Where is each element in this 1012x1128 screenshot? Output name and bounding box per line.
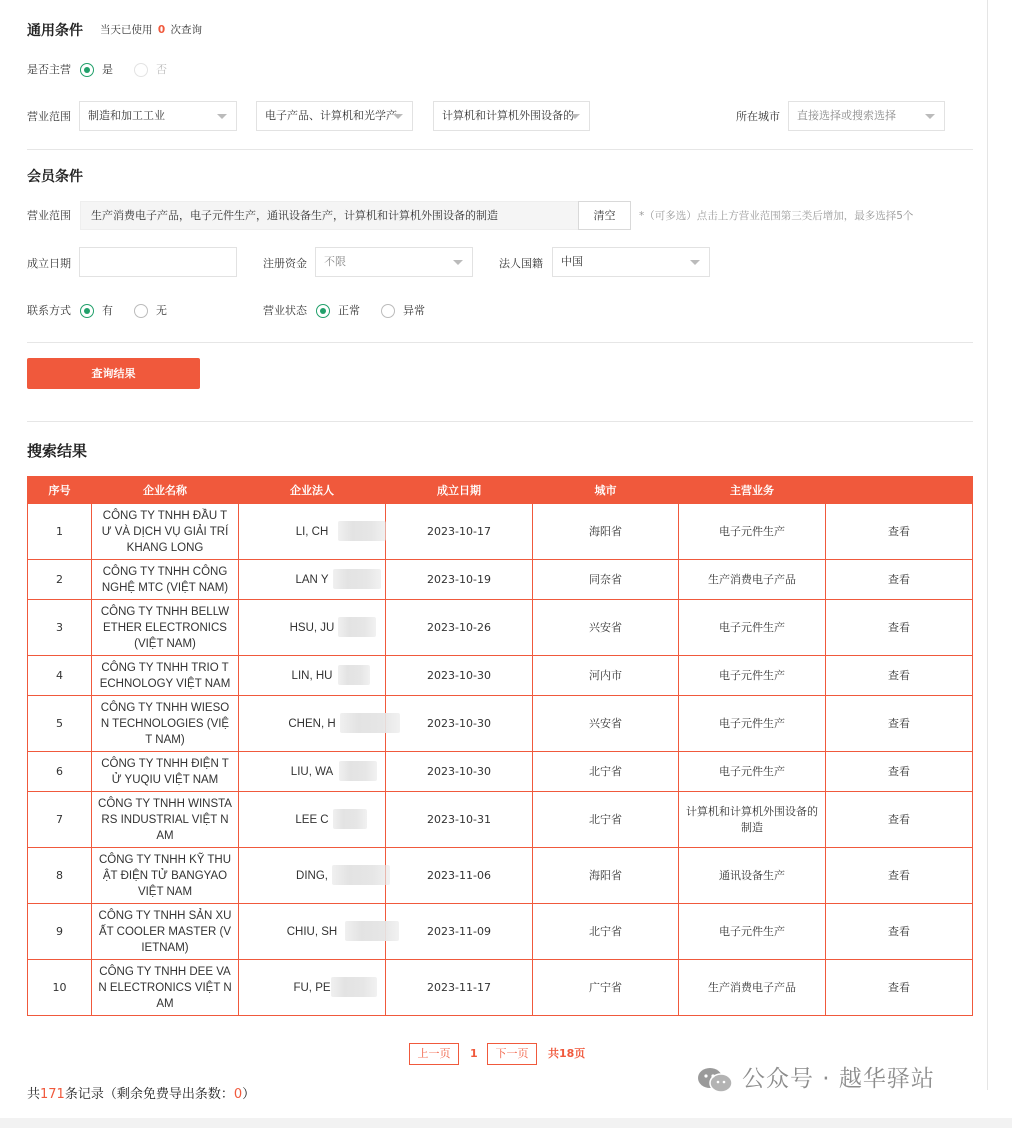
cell-city: 北宁省 [533, 792, 679, 848]
legal-rep: DING, [296, 869, 328, 882]
chevron-down-icon [690, 260, 700, 265]
member-scope-label: 营业范围 [27, 209, 71, 222]
status-normal-label: 正常 [338, 304, 360, 317]
col-header-company: 企业名称 [92, 477, 239, 504]
redaction-blur [332, 865, 390, 885]
cell-legal-rep [239, 600, 386, 656]
city-select[interactable] [788, 101, 945, 131]
member-conditions-title: 会员条件 [27, 169, 83, 185]
wechat-icon [696, 1066, 734, 1094]
cell-legal-rep [239, 504, 386, 560]
cell-legal-rep [239, 656, 386, 696]
cell-company [92, 960, 239, 1016]
cell-no: 2 [28, 560, 92, 600]
cell-action [826, 792, 973, 848]
cell-city: 海阳省 [533, 848, 679, 904]
table-row [28, 848, 973, 904]
cell-company [92, 656, 239, 696]
current-page[interactable]: 1 [470, 1047, 478, 1060]
cell-legal-rep [239, 752, 386, 792]
company-name: CÔNG TY TNHH ĐẦU TƯ VÀ DỊCH VỤ GIẢI TRÍ KHANG LONG [101, 509, 229, 554]
cell-legal-rep [239, 792, 386, 848]
redaction-blur [340, 713, 400, 733]
company-name: CÔNG TY TNHH SẢN XUẤT COOLER MASTER (VIETNAM) [98, 909, 232, 954]
cell-city: 广宁省 [533, 960, 679, 1016]
table-row [28, 696, 973, 752]
nationality-value: 中国 [561, 255, 583, 268]
table-row [28, 656, 973, 696]
view-link[interactable]: 查看 [888, 812, 910, 826]
cell-action [826, 656, 973, 696]
nationality-select[interactable] [552, 247, 710, 277]
cell-founded: 2023-11-06 [386, 848, 533, 904]
scope-level1-select[interactable] [79, 101, 237, 131]
cell-action [826, 560, 973, 600]
table-row [28, 504, 973, 560]
remaining-exports: 0 [233, 1087, 243, 1102]
cell-company [92, 560, 239, 600]
col-header-city: 城市 [533, 477, 679, 504]
cell-no: 8 [28, 848, 92, 904]
scope-level1-value: 制造和加工工业 [88, 109, 165, 122]
table-row [28, 960, 973, 1016]
usage-count: 0 [157, 24, 166, 36]
cell-business: 电子元件生产 [679, 600, 826, 656]
bottom-band [0, 1118, 1012, 1128]
table-row [28, 792, 973, 848]
founded-date-input[interactable] [79, 247, 237, 277]
view-link[interactable]: 查看 [888, 868, 910, 882]
cell-business: 通讯设备生产 [679, 848, 826, 904]
city-label: 所在城市 [736, 110, 780, 123]
company-name: CÔNG TY TNHH TRIO TECHNOLOGY VIỆT NAM [99, 661, 231, 690]
col-header-action [826, 477, 973, 504]
divider [27, 421, 973, 422]
company-name: CÔNG TY TNHH KỸ THUẬT ĐIỆN TỬ BANGYAO VIỆT NAM [98, 853, 232, 898]
query-button[interactable]: 查询结果 [27, 358, 200, 389]
redaction-blur [333, 809, 367, 829]
view-link[interactable]: 查看 [888, 716, 910, 730]
scope-level3-value: 计算机和计算机外围设备的 [442, 109, 574, 122]
company-name: CÔNG TY TNHH ĐIỆN TỬ YUQIU VIỆT NAM [101, 757, 229, 786]
chevron-down-icon [217, 114, 227, 119]
chevron-down-icon [925, 114, 935, 119]
status-normal-radio[interactable] [316, 304, 330, 318]
cell-action [826, 696, 973, 752]
cell-legal-rep [239, 696, 386, 752]
cell-founded: 2023-11-09 [386, 904, 533, 960]
cell-founded: 2023-11-17 [386, 960, 533, 1016]
view-link[interactable]: 查看 [888, 924, 910, 938]
redaction-blur [338, 617, 376, 637]
cell-legal-rep [239, 848, 386, 904]
cell-business: 电子元件生产 [679, 752, 826, 792]
redaction-blur [333, 569, 381, 589]
chevron-down-icon [570, 114, 580, 119]
cell-founded: 2023-10-30 [386, 752, 533, 792]
cell-city: 河内市 [533, 656, 679, 696]
cell-legal-rep [239, 904, 386, 960]
general-conditions-title: 通用条件 [27, 23, 83, 39]
city-placeholder: 直接选择或搜索选择 [797, 109, 896, 122]
summary-prefix: 共 [27, 1087, 41, 1102]
nationality-label: 法人国籍 [499, 257, 543, 270]
cell-business: 电子元件生产 [679, 656, 826, 696]
cell-company [92, 600, 239, 656]
legal-rep: FU, PE [293, 981, 331, 994]
company-name: CÔNG TY TNHH WINSTARS INDUSTRIAL VIỆT NAM [98, 797, 232, 842]
cell-business: 电子元件生产 [679, 504, 826, 560]
cell-action [826, 960, 973, 1016]
usage-suffix: 次查询 [170, 24, 202, 36]
contact-label: 联系方式 [27, 304, 71, 317]
divider [27, 149, 973, 150]
right-border [987, 0, 988, 1090]
table-row [28, 600, 973, 656]
divider [27, 342, 973, 343]
scope-level2-value: 电子产品、计算机和光学产 [265, 109, 397, 122]
cell-business: 电子元件生产 [679, 696, 826, 752]
cell-city: 兴安省 [533, 600, 679, 656]
view-link[interactable]: 查看 [888, 980, 910, 994]
scope-level2-select[interactable] [256, 101, 413, 131]
cell-no: 10 [28, 960, 92, 1016]
cell-no: 7 [28, 792, 92, 848]
capital-select[interactable] [315, 247, 473, 277]
company-name: CÔNG TY TNHH WIESON TECHNOLOGIES (VIỆT NAM) [100, 701, 230, 746]
capital-label: 注册资金 [263, 257, 307, 270]
cell-city: 北宁省 [533, 904, 679, 960]
contact-no-label: 无 [156, 304, 167, 317]
record-count: 171 [40, 1087, 65, 1102]
cell-company [92, 696, 239, 752]
view-link[interactable]: 查看 [888, 764, 910, 778]
cell-business: 电子元件生产 [679, 904, 826, 960]
clear-button[interactable]: 清空 [578, 201, 631, 230]
contact-yes-radio[interactable] [80, 304, 94, 318]
scope-level3-select[interactable] [433, 101, 590, 131]
cell-founded: 2023-10-30 [386, 696, 533, 752]
legal-rep: LAN Y [295, 573, 329, 586]
cell-no: 6 [28, 752, 92, 792]
cell-action [826, 848, 973, 904]
cell-founded: 2023-10-26 [386, 600, 533, 656]
legal-rep: CHEN, H [288, 717, 336, 730]
redaction-blur [345, 921, 399, 941]
table-row [28, 560, 973, 600]
redaction-blur [331, 977, 377, 997]
next-page-button[interactable]: 下一页 [487, 1043, 537, 1065]
cell-city: 北宁省 [533, 752, 679, 792]
legal-rep: LIN, HU [291, 669, 333, 682]
usage-info [100, 22, 202, 38]
table-row [28, 752, 973, 792]
view-link[interactable]: 查看 [888, 572, 910, 586]
founded-date-label: 成立日期 [27, 257, 71, 270]
cell-founded: 2023-10-31 [386, 792, 533, 848]
cell-company [92, 504, 239, 560]
company-name: CÔNG TY TNHH BELLWETHER ELECTRONICS (VIỆT NAM) [100, 605, 230, 650]
cell-no: 5 [28, 696, 92, 752]
results-title: 搜索结果 [27, 442, 88, 460]
cell-company [92, 792, 239, 848]
cell-no: 3 [28, 600, 92, 656]
view-link[interactable]: 查看 [888, 524, 910, 538]
legal-rep: CHIU, SH [286, 925, 338, 938]
results-table [27, 476, 973, 1016]
chevron-down-icon [393, 114, 403, 119]
cell-city: 兴安省 [533, 696, 679, 752]
col-header-legal-rep: 企业法人 [239, 477, 386, 504]
contact-yes-label: 有 [102, 304, 113, 317]
status-abnormal-label: 异常 [403, 304, 425, 317]
total-pages: 共18页 [548, 1047, 586, 1060]
scope-hint: *（可多选）点击上方营业范围第三类后增加，最多选择5个 [639, 210, 914, 222]
cell-founded: 2023-10-17 [386, 504, 533, 560]
col-header-business: 主营业务 [679, 477, 826, 504]
cell-legal-rep [239, 960, 386, 1016]
cell-action [826, 504, 973, 560]
cell-founded: 2023-10-30 [386, 656, 533, 696]
redaction-blur [338, 665, 370, 685]
table-header-row [28, 477, 973, 504]
cell-action [826, 904, 973, 960]
cell-business: 计算机和计算机外围设备的制造 [679, 792, 826, 848]
col-header-no: 序号 [28, 477, 92, 504]
company-name: CÔNG TY TNHH CÔNG NGHỆ MTC (VIỆT NAM) [101, 565, 229, 594]
summary-middle: 条记录（剩余免费导出条数： [64, 1087, 234, 1102]
cell-company [92, 848, 239, 904]
status-abnormal-radio[interactable] [381, 304, 395, 318]
view-link[interactable]: 查看 [888, 620, 910, 634]
cell-business: 生产消费电子产品 [679, 960, 826, 1016]
main-business-yes-label: 是 [102, 63, 113, 76]
contact-no-radio[interactable] [134, 304, 148, 318]
cell-founded: 2023-10-19 [386, 560, 533, 600]
cell-company [92, 904, 239, 960]
legal-rep: LIU, WA [290, 765, 334, 778]
cell-action [826, 600, 973, 656]
legal-rep: LEE C [295, 813, 329, 826]
watermark-text: 公众号 · 越华驿站 [742, 1066, 935, 1092]
cell-no: 9 [28, 904, 92, 960]
cell-business: 生产消费电子产品 [679, 560, 826, 600]
legal-rep: LI, CH [295, 525, 329, 538]
main-business-no-radio[interactable] [134, 63, 148, 77]
main-business-label: 是否主营 [27, 63, 71, 76]
redaction-blur [339, 761, 377, 781]
member-scope-field[interactable]: 生产消费电子产品，电子元件生产，通讯设备生产，计算机和计算机外围设备的制造 [80, 201, 580, 230]
capital-value: 不限 [324, 255, 346, 268]
cell-action [826, 752, 973, 792]
redaction-blur [338, 521, 386, 541]
legal-rep: HSU, JU [289, 621, 335, 634]
table-row [28, 904, 973, 960]
chevron-down-icon [453, 260, 463, 265]
summary-suffix: ） [242, 1087, 256, 1102]
prev-page-button[interactable]: 上一页 [409, 1043, 459, 1065]
main-business-yes-radio[interactable] [80, 63, 94, 77]
cell-city: 同奈省 [533, 560, 679, 600]
company-name: CÔNG TY TNHH DEE VAN ELECTRONICS VIỆT NAM [98, 965, 232, 1010]
record-summary [27, 1083, 255, 1102]
status-label: 营业状态 [263, 304, 307, 317]
usage-prefix: 当天已使用 [100, 24, 153, 36]
cell-no: 1 [28, 504, 92, 560]
main-business-no-label: 否 [156, 63, 167, 76]
view-link[interactable]: 查看 [888, 668, 910, 682]
cell-company [92, 752, 239, 792]
cell-legal-rep [239, 560, 386, 600]
cell-city: 海阳省 [533, 504, 679, 560]
cell-no: 4 [28, 656, 92, 696]
general-scope-label: 营业范围 [27, 110, 71, 123]
col-header-founded: 成立日期 [386, 477, 533, 504]
